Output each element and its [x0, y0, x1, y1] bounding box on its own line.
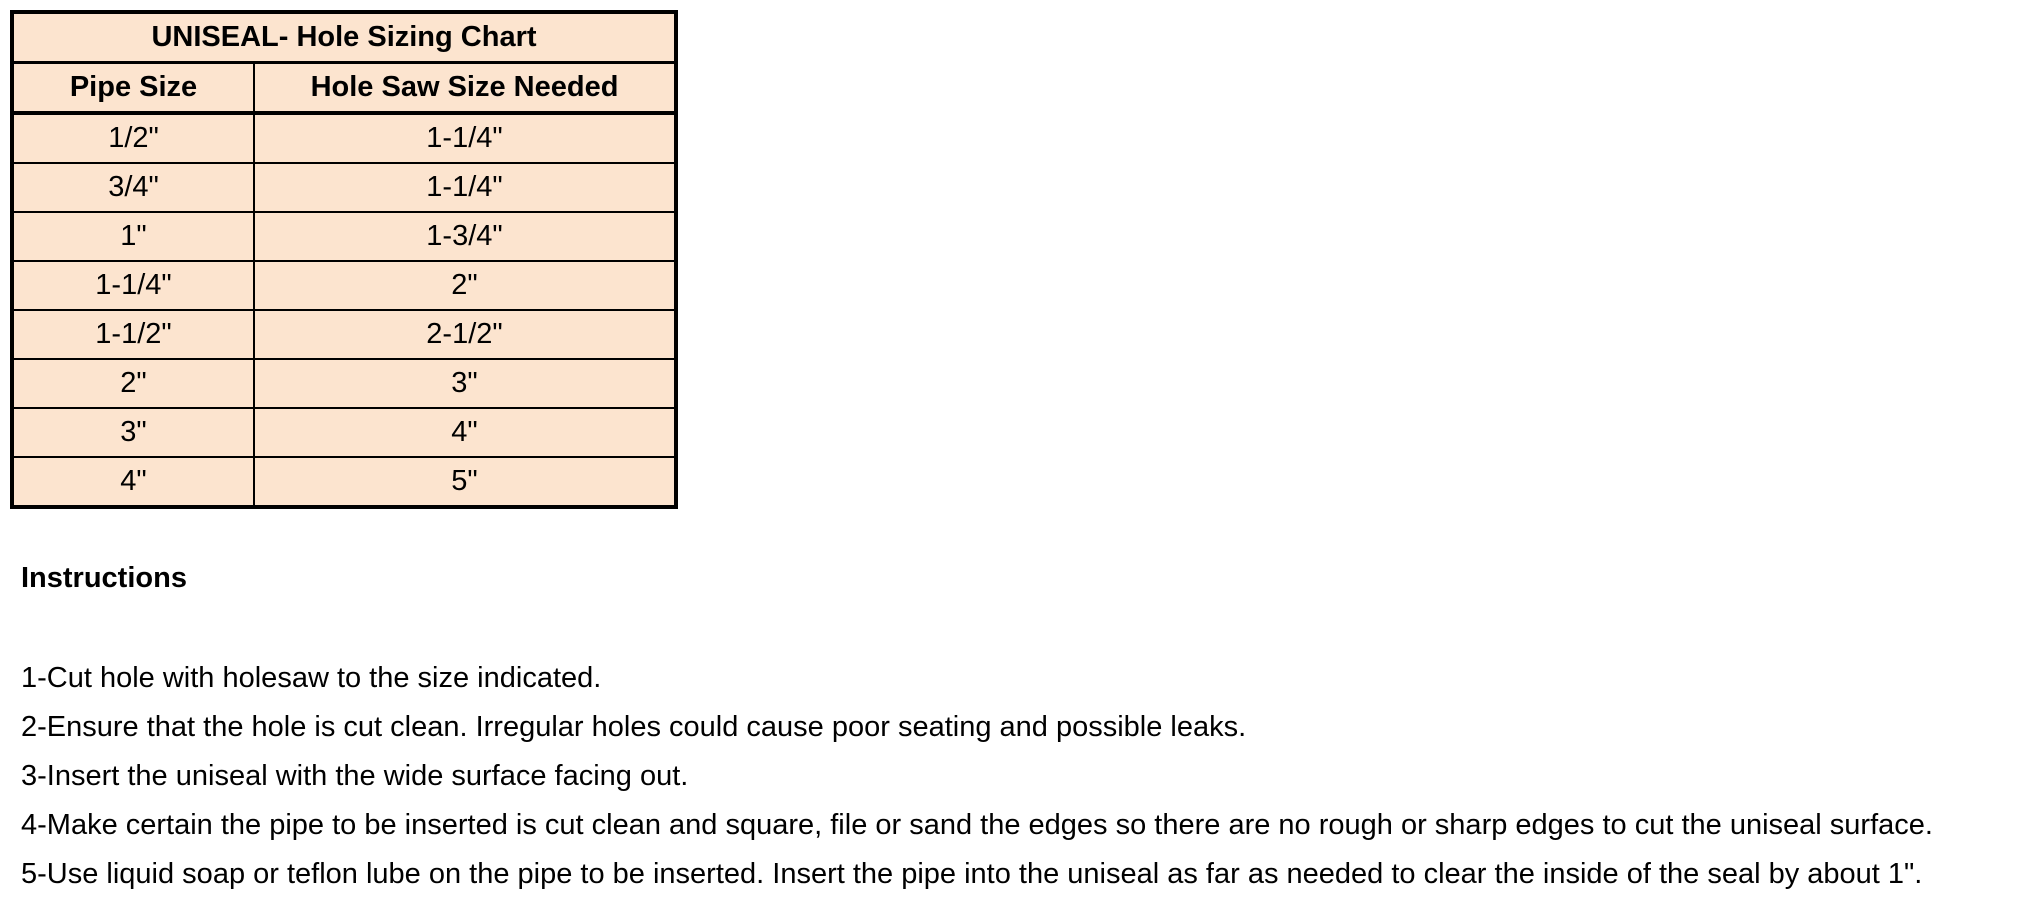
table-row [12, 261, 676, 310]
table-row [12, 457, 676, 507]
instructions-list [21, 660, 1933, 905]
table-row [12, 212, 676, 261]
hole-sizing-table [10, 10, 678, 509]
table-title-row [12, 12, 676, 63]
table-row [12, 408, 676, 457]
pipe-size-cell: 1-1/2" [12, 310, 254, 359]
hole-saw-size-cell: 4" [254, 408, 676, 457]
instruction-step: 3-Insert the uniseal with the wide surface facing out. [21, 760, 689, 792]
hole-saw-size-cell: 2-1/2" [254, 310, 676, 359]
hole-saw-size-cell: 1-1/4" [254, 113, 676, 163]
pipe-size-cell: 1-1/4" [12, 261, 254, 310]
instruction-step: 2-Ensure that the hole is cut clean. Irregular holes could cause poor seating and possible leaks. [21, 711, 1247, 743]
table-row [12, 163, 676, 212]
pipe-size-cell: 3" [12, 408, 254, 457]
hole-saw-size-cell: 1-3/4" [254, 212, 676, 261]
instruction-step: 1-Cut hole with holesaw to the size indicated. [21, 662, 602, 694]
pipe-size-cell: 4" [12, 457, 254, 507]
hole-saw-size-cell: 2" [254, 261, 676, 310]
table-row [12, 310, 676, 359]
hole-saw-size-cell: 5" [254, 457, 676, 507]
instruction-step: 4-Make certain the pipe to be inserted is cut clean and square, file or sand the edges so there are no rough or sharp edges to cut the uniseal surface. [21, 809, 1933, 841]
hole-saw-size-cell: 1-1/4" [254, 163, 676, 212]
table-title: UNISEAL- Hole Sizing Chart [12, 12, 676, 63]
pipe-size-cell: 1/2" [12, 113, 254, 163]
pipe-size-cell: 2" [12, 359, 254, 408]
hole-saw-size-cell: 3" [254, 359, 676, 408]
header-hole-saw-size: Hole Saw Size Needed [254, 63, 676, 114]
table-header-row [12, 63, 676, 114]
table-row [12, 113, 676, 163]
instruction-step: 5-Use liquid soap or teflon lube on the pipe to be inserted. Insert the pipe into the uniseal as far as needed to clear the inside of the seal by about 1". [21, 858, 1923, 890]
pipe-size-cell: 1" [12, 212, 254, 261]
pipe-size-cell: 3/4" [12, 163, 254, 212]
table-row [12, 359, 676, 408]
header-pipe-size: Pipe Size [12, 63, 254, 114]
instructions-heading: Instructions [21, 562, 187, 594]
